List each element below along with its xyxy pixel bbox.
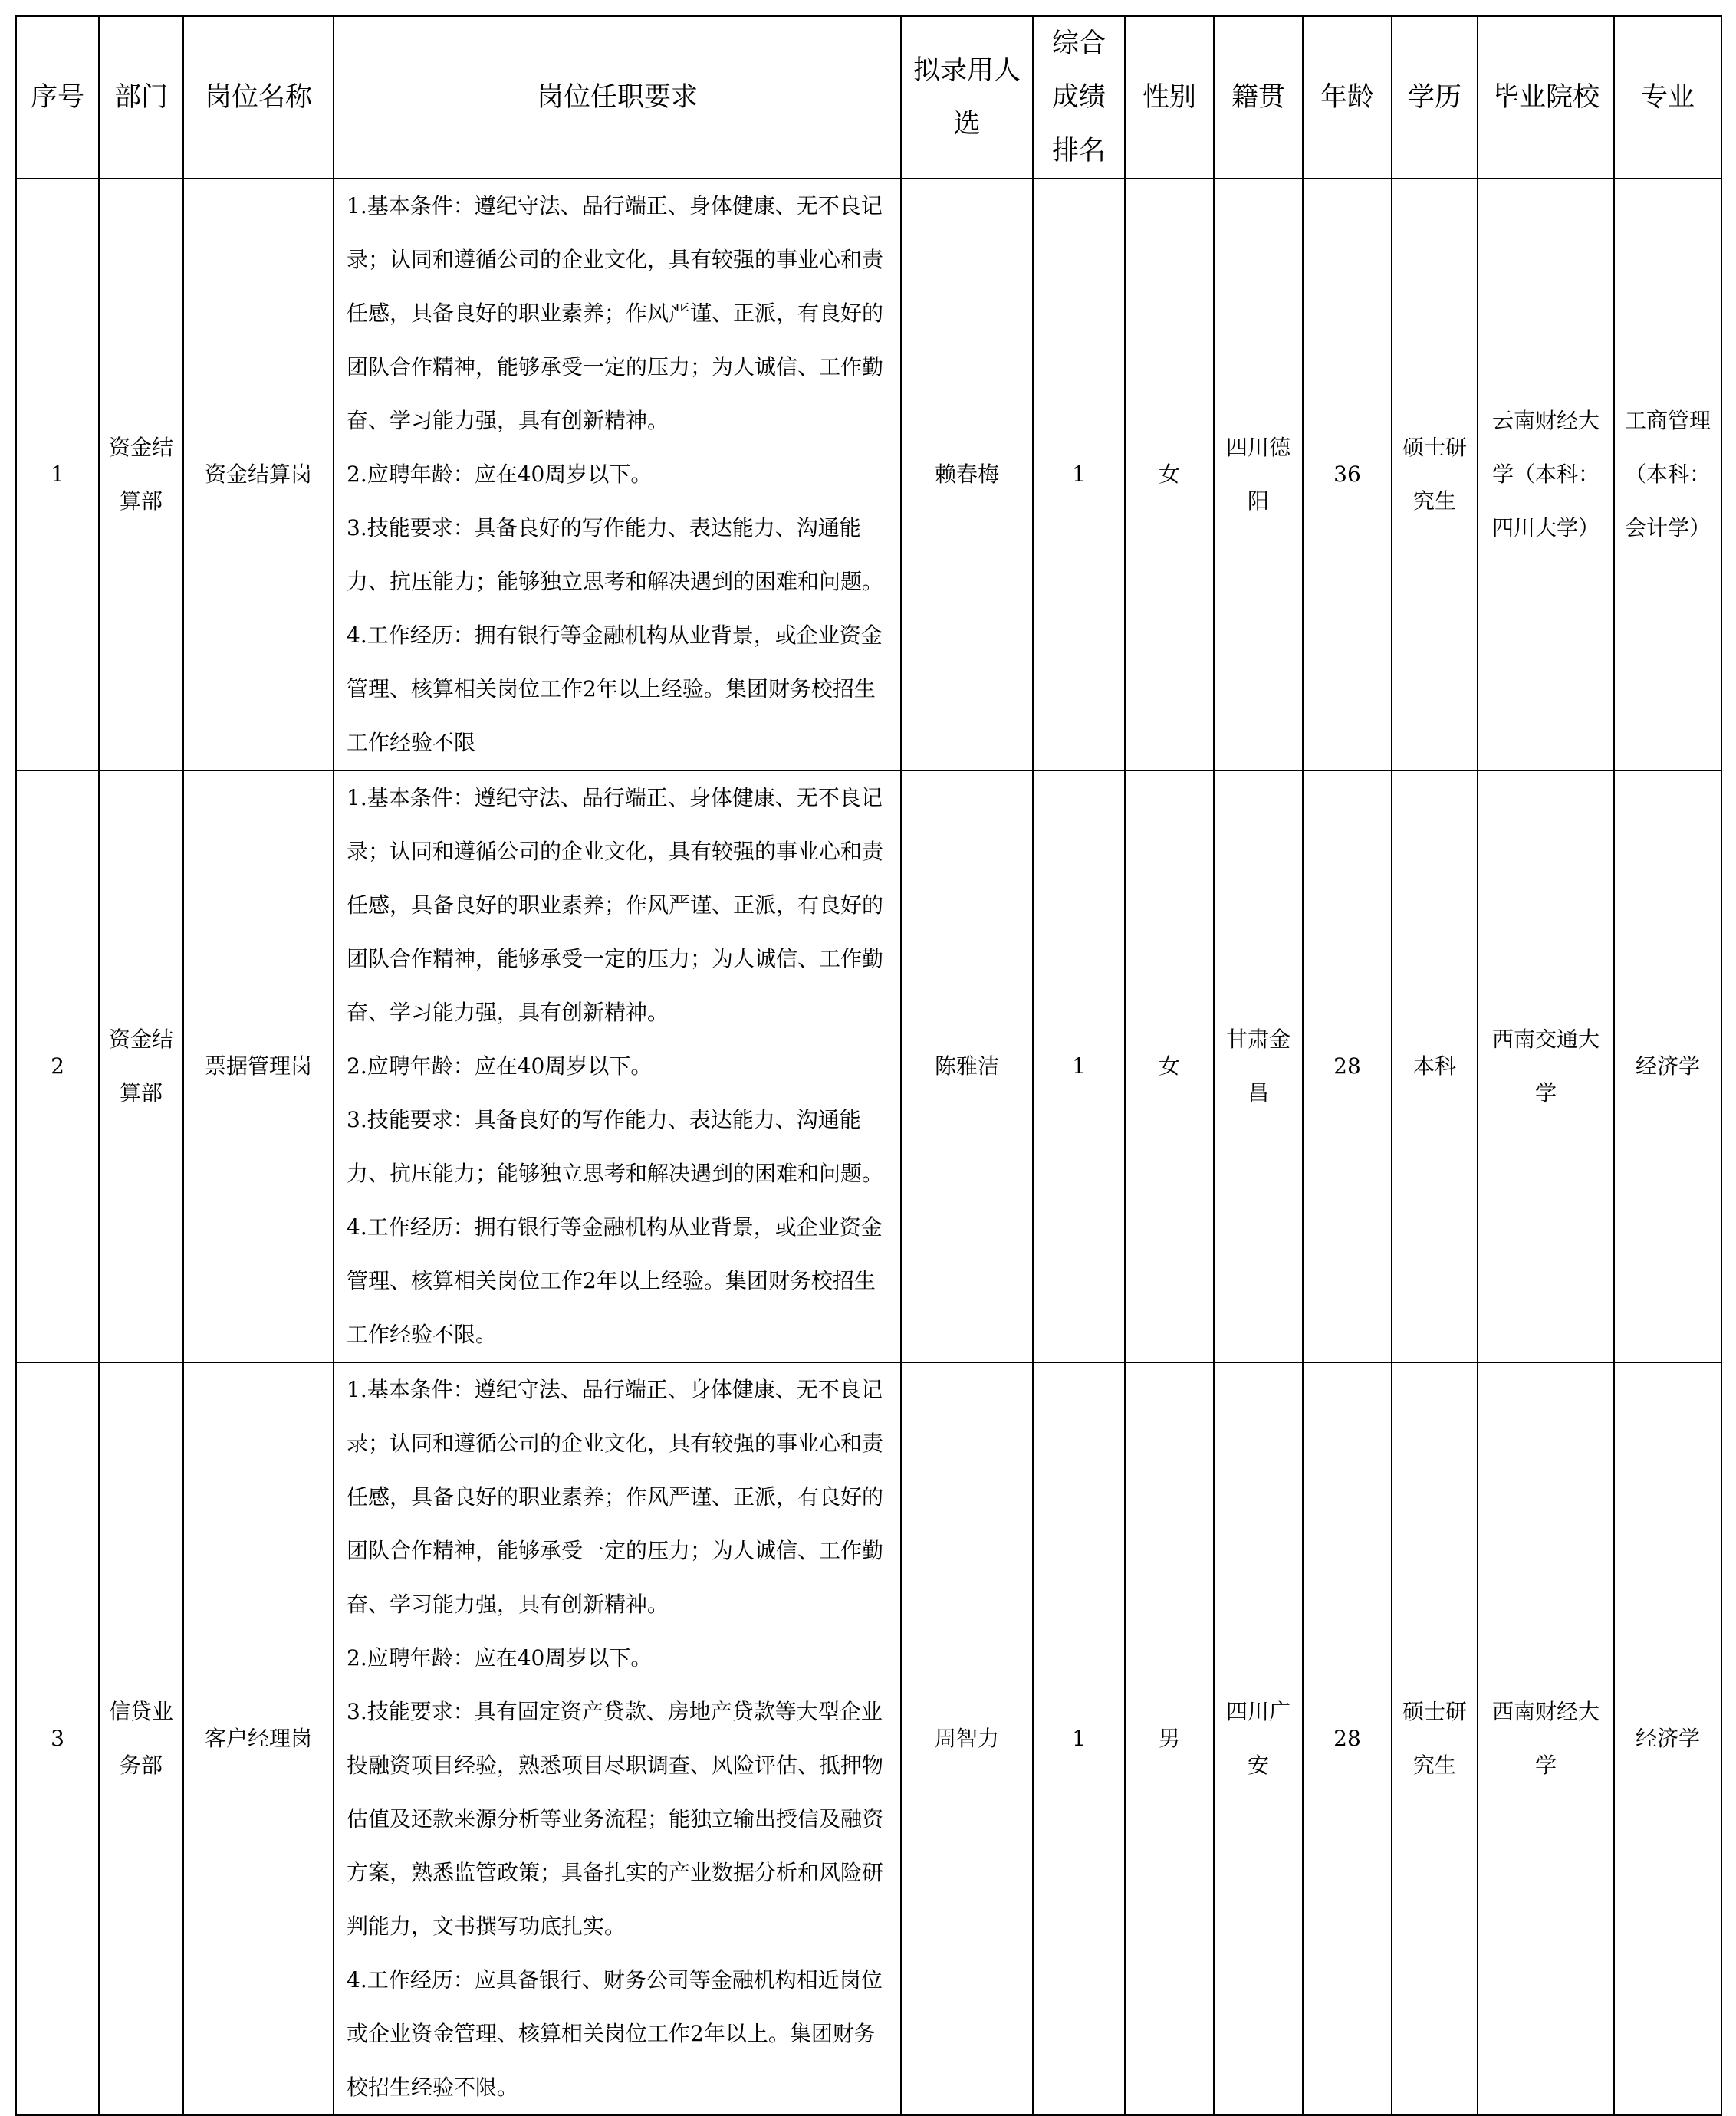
cell-dept: 信贷业务部 (99, 1362, 183, 2115)
header-major: 专业 (1614, 16, 1721, 179)
cell-seq: 3 (16, 1362, 99, 2115)
requirement-item: 3.技能要求：具备良好的写作能力、表达能力、沟通能力、抗压能力；能够独立思考和解决遇到的困难和问题。 (347, 1107, 884, 1186)
cell-school: 西南交通大学 (1478, 770, 1614, 1362)
table-row (16, 1362, 1721, 2115)
header-position: 岗位名称 (183, 16, 334, 179)
header-requirements: 岗位任职要求 (334, 16, 901, 179)
cell-requirements (334, 1362, 901, 2115)
cell-origin: 四川德阳 (1214, 179, 1303, 770)
cell-age: 28 (1303, 770, 1392, 1362)
cell-origin: 甘肃金昌 (1214, 770, 1303, 1362)
cell-position: 票据管理岗 (183, 770, 334, 1362)
requirement-item: 2.应聘年龄：应在40周岁以下。 (347, 462, 653, 487)
cell-education: 本科 (1392, 770, 1478, 1362)
cell-major: 经济学 (1614, 770, 1721, 1362)
requirement-item: 3.技能要求：具备良好的写作能力、表达能力、沟通能力、抗压能力；能够独立思考和解决遇到的困难和问题。 (347, 515, 884, 594)
requirement-item: 1.基本条件：遵纪守法、品行端正、身体健康、无不良记录；认同和遵循公司的企业文化，具有较强的事业心和责任感，具备良好的职业素养；作风严谨、正派，有良好的团队合作精神，能够承受一定的压力；为人诚信、工作勤奋、学习能力强，具有创新精神。 (347, 1377, 884, 1617)
header-rank: 综合成绩排名 (1033, 16, 1125, 179)
header-row (16, 16, 1721, 179)
cell-gender: 女 (1125, 179, 1214, 770)
table-row (16, 770, 1721, 1362)
requirement-item: 4.工作经历：拥有银行等金融机构从业背景，或企业资金管理、核算相关岗位工作2年以上经验。集团财务校招生工作经验不限 (347, 623, 883, 755)
header-gender: 性别 (1125, 16, 1214, 179)
header-candidate: 拟录用人选 (901, 16, 1033, 179)
cell-dept: 资金结算部 (99, 179, 183, 770)
cell-school: 西南财经大学 (1478, 1362, 1614, 2115)
cell-candidate: 周智力 (901, 1362, 1033, 2115)
cell-dept: 资金结算部 (99, 770, 183, 1362)
requirement-item: 3.技能要求：具有固定资产贷款、房地产贷款等大型企业投融资项目经验，熟悉项目尽职调查、风险评估、抵押物估值及还款来源分析等业务流程；能独立输出授信及融资方案，熟悉监管政策；具备扎实的产业数据分析和风险研判能力，文书撰写功底扎实。 (347, 1699, 884, 1939)
requirement-item: 2.应聘年龄：应在40周岁以下。 (347, 1645, 653, 1671)
cell-gender: 女 (1125, 770, 1214, 1362)
cell-requirements (334, 770, 901, 1362)
cell-age: 36 (1303, 179, 1392, 770)
cell-major: 工商管理（本科：会计学） (1614, 179, 1721, 770)
cell-seq: 2 (16, 770, 99, 1362)
header-education: 学历 (1392, 16, 1478, 179)
cell-rank: 1 (1033, 179, 1125, 770)
requirement-item: 1.基本条件：遵纪守法、品行端正、身体健康、无不良记录；认同和遵循公司的企业文化，具有较强的事业心和责任感，具备良好的职业素养；作风严谨、正派，有良好的团队合作精神，能够承受一定的压力；为人诚信、工作勤奋、学习能力强，具有创新精神。 (347, 785, 884, 1025)
cell-candidate: 赖春梅 (901, 179, 1033, 770)
recruitment-table (15, 15, 1722, 2116)
requirement-item: 4.工作经历：拥有银行等金融机构从业背景，或企业资金管理、核算相关岗位工作2年以上经验。集团财务校招生工作经验不限。 (347, 1214, 883, 1347)
cell-requirements (334, 179, 901, 770)
cell-position: 资金结算岗 (183, 179, 334, 770)
cell-rank: 1 (1033, 1362, 1125, 2115)
cell-seq: 1 (16, 179, 99, 770)
recruitment-table-container (15, 15, 1721, 2116)
cell-major: 经济学 (1614, 1362, 1721, 2115)
cell-school: 云南财经大学（本科：四川大学） (1478, 179, 1614, 770)
cell-gender: 男 (1125, 1362, 1214, 2115)
header-origin: 籍贯 (1214, 16, 1303, 179)
cell-education: 硕士研究生 (1392, 179, 1478, 770)
cell-education: 硕士研究生 (1392, 1362, 1478, 2115)
header-dept: 部门 (99, 16, 183, 179)
requirement-item: 4.工作经历：应具备银行、财务公司等金融机构相近岗位或企业资金管理、核算相关岗位工作2年以上。集团财务校招生经验不限。 (347, 1967, 883, 2100)
header-school: 毕业院校 (1478, 16, 1614, 179)
cell-candidate: 陈雅洁 (901, 770, 1033, 1362)
cell-origin: 四川广安 (1214, 1362, 1303, 2115)
cell-age: 28 (1303, 1362, 1392, 2115)
table-row (16, 179, 1721, 770)
cell-rank: 1 (1033, 770, 1125, 1362)
header-seq: 序号 (16, 16, 99, 179)
cell-position: 客户经理岗 (183, 1362, 334, 2115)
header-age: 年龄 (1303, 16, 1392, 179)
requirement-item: 1.基本条件：遵纪守法、品行端正、身体健康、无不良记录；认同和遵循公司的企业文化，具有较强的事业心和责任感，具备良好的职业素养；作风严谨、正派，有良好的团队合作精神，能够承受一定的压力；为人诚信、工作勤奋、学习能力强，具有创新精神。 (347, 193, 884, 433)
requirement-item: 2.应聘年龄：应在40周岁以下。 (347, 1053, 653, 1079)
